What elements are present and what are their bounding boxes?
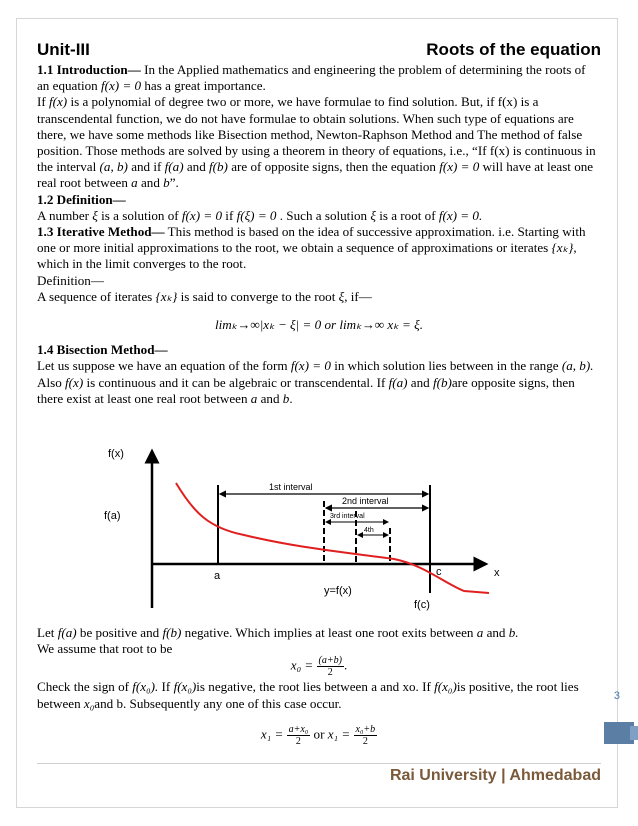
iterative-heading: 1.3 Iterative Method— (37, 224, 165, 240)
unit-title: Unit-III (37, 40, 90, 59)
function-curve (176, 483, 489, 593)
intro-paragraph: 1.1 Introduction— In the Applied mathematics and engineering the problem of determining the roots of an equation f(x) = 0 has a great importance. (37, 62, 586, 94)
definition-paragraph: A number ξ is a solution of f(x) = 0 if f(ξ) = 0 . Such a solution ξ is a root of f(x) = 0. (37, 207, 483, 223)
x0-equation: x₀ = $\frac{(a+b)}{2}$ . (290, 655, 348, 679)
page-number: 3 (613, 690, 620, 702)
iterative-paragraph: 1.3 Iterative Method— This method is based on the idea of successive approximation. i.e. Starting with one or more initial approximations to the root, we obtain a sequence of approximations or iterates {xₖ}, which in the limit converges to the root. (37, 224, 586, 272)
c-label: c (436, 566, 442, 578)
bisection-heading: 1.4 Bisection Method— (37, 342, 168, 358)
footer-text: Rai University | Ahmedabad (389, 767, 601, 784)
bisection-paragraph: Let us suppose we have an equation of the form f(x) = 0 in which solution lies between in the range (a, b). (37, 358, 594, 374)
fa-label: f(a) (104, 510, 121, 522)
fc-label: f(c) (414, 599, 430, 611)
let-paragraph: Let f(a) be positive and f(b) negative. Which implies at least one root exits between a and b. (37, 625, 519, 640)
intro-heading: 1.1 Introduction— (37, 62, 141, 77)
after-figure-content (37, 625, 601, 747)
assume-paragraph: We assume that root to be (37, 641, 173, 657)
definition-heading: 1.2 Definition— (37, 191, 126, 207)
bisection-paragraph-2: Also f(x) is continuous and it can be algebraic or transcendental. If f(a) and f(b)are opposite signs, then there exist at least one real root between a and b. (37, 374, 575, 406)
curve-label: y=f(x) (324, 585, 352, 597)
bisection-figure (94, 443, 534, 615)
interval-4-label: 4th (364, 527, 374, 534)
check-sign-paragraph: Check the sign of f(x₀). If f(x₀)is negative, the root lies between a and xo. If f(x₀)is positive, the root lies between x₀and b. Subsequently any one of this case occur. (37, 679, 579, 711)
x-label: x (494, 567, 500, 579)
interval-1-label: 1st interval (269, 482, 313, 492)
intro-paragraph-2: If f(x) is a polynomial of degree two or more, we have formulae to find solution. But, if f(x) is a transcendental function, we do not have formulae to obtain solutions. When such type of equations are there, we have some methods like Bisection method, Newton-Raphson Method and The method of false position. Those methods are solved by using a theorem in theory of equations, i.e., “If f(x) is continuous in the interval (a, b) and if f(a) and f(b) are of opposite signs, then the equation f(x) = 0 will have at least one real root between a and b”. (37, 94, 596, 191)
x1-equations: x₁ = $\frac{\text{a+x₀}}{2}$ or x₁ = $\frac{\text{x₀+b}}{2}$ (260, 723, 376, 747)
interval-3-label: 3rd interval (330, 513, 365, 520)
page-tab-decoration-2 (630, 726, 638, 740)
y-axis-label: f(x) (108, 448, 124, 460)
page-header (37, 40, 601, 62)
definition-label: Definition— (37, 272, 104, 288)
a-label: a (214, 570, 221, 582)
topic-title: Roots of the equation (426, 40, 601, 59)
limit-equation: limₖ→∞|xₖ − ξ| = 0 or limₖ→∞ xₖ = ξ. (214, 317, 424, 333)
footer-divider (37, 763, 601, 764)
interval-2-label: 2nd interval (342, 496, 389, 506)
main-content (37, 62, 601, 407)
converge-paragraph: A sequence of iterates {xₖ} is said to converge to the root ξ, if— (37, 288, 372, 304)
